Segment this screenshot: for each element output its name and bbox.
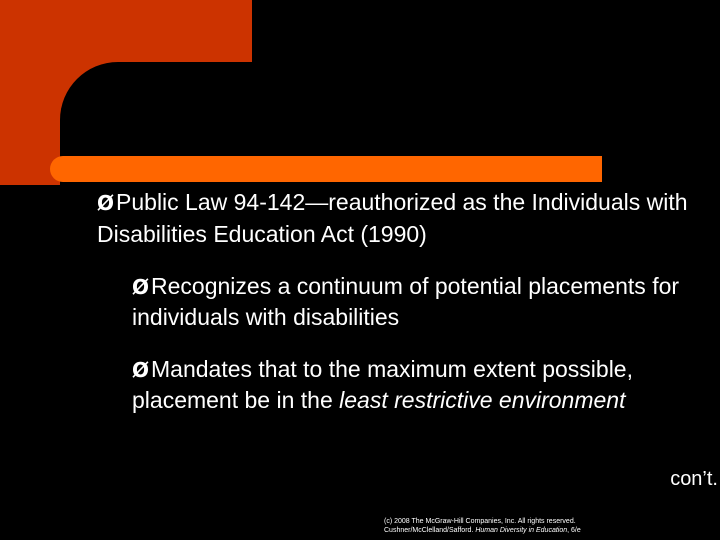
bullet-mandates-text: Mandates that to the maximum extent possible, placement be in the bbox=[132, 356, 633, 413]
bullet-public-law-text: Public Law 94-142—reauthorized as the Individuals with Disabilities Education Act (1990) bbox=[97, 189, 688, 247]
bullet-mandates-emphasis: least restrictive environment bbox=[339, 387, 626, 413]
copyright-book-title: Human Diversity in Education bbox=[475, 527, 568, 534]
bullet-mandates bbox=[132, 354, 717, 415]
copyright-footer bbox=[384, 517, 581, 535]
arrow-bullet-icon: Ø bbox=[132, 275, 150, 299]
slide-body bbox=[97, 187, 717, 415]
orange-title-bar bbox=[50, 156, 602, 182]
copyright-edition: , 6/e bbox=[567, 527, 581, 534]
copyright-line-1: (c) 2008 The McGraw-Hill Companies, Inc. All rights reserved. bbox=[384, 518, 576, 525]
bullet-continuum-text: Recognizes a continuum of potential placements for individuals with disabilities bbox=[132, 273, 680, 330]
bullet-public-law bbox=[97, 187, 717, 250]
arrow-bullet-icon: Ø bbox=[132, 358, 150, 382]
arrow-bullet-icon: Ø bbox=[97, 191, 115, 215]
continued-label: con’t. bbox=[670, 468, 718, 490]
copyright-line-2 bbox=[384, 526, 581, 535]
copyright-authors: Cushner/McClelland/Safford. bbox=[384, 527, 476, 534]
bullet-continuum bbox=[132, 271, 717, 332]
